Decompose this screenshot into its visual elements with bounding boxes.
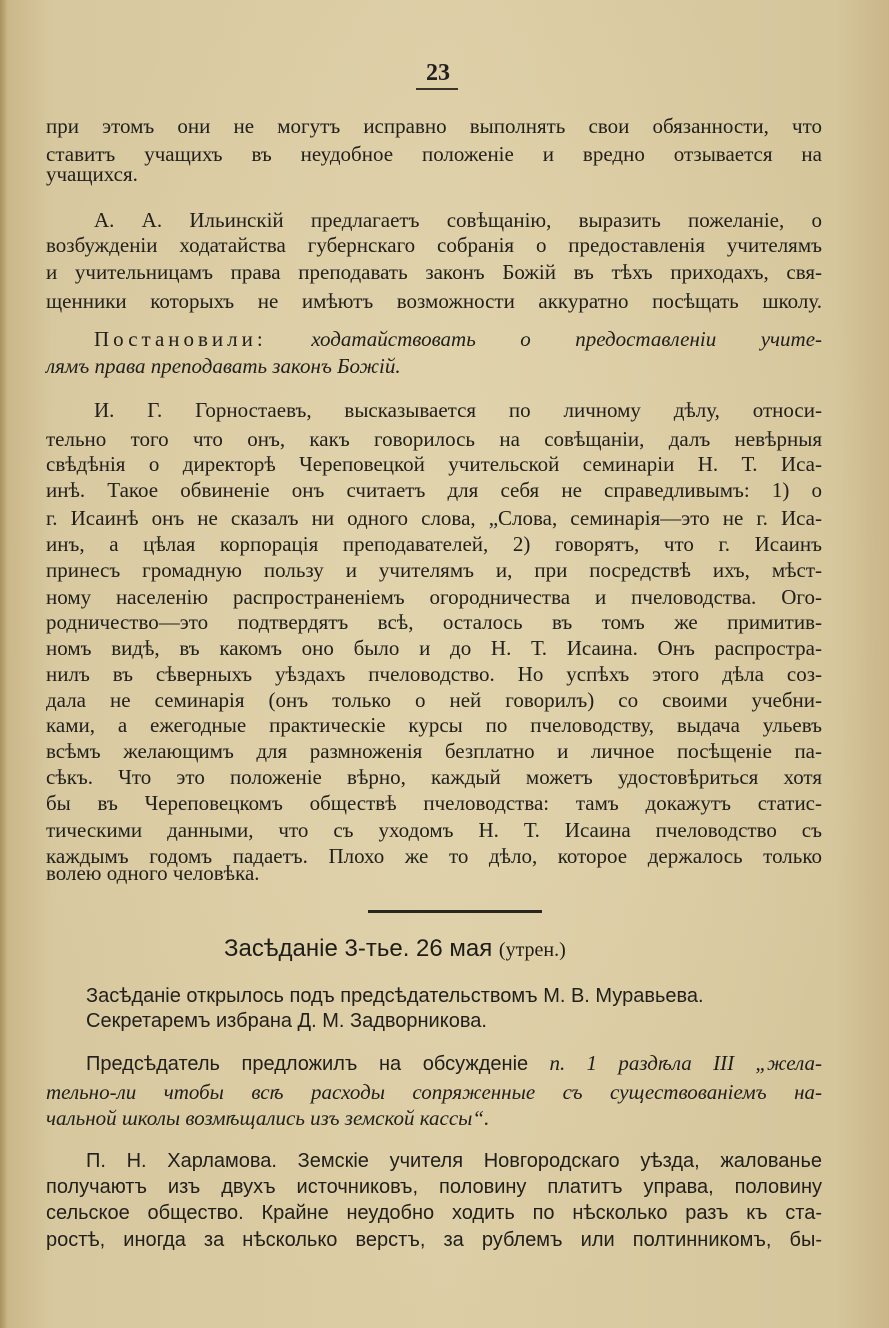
text-line: сѣкъ. Что это положеніе вѣрно, каждый можетъ удостовѣриться хотя	[46, 765, 822, 789]
text-line: тельно-ли чтобы всѣ расходы сопряженные съ существованіемъ на-	[46, 1080, 822, 1104]
text-line: каждымъ годомъ падаетъ. Плохо же то дѣло, которое держалось только	[46, 844, 822, 868]
text-line: учащихся.	[46, 162, 138, 186]
text-line: П. Н. Харламова. Земскіе учителя Новгородскаго уѣзда, жалованье	[86, 1150, 822, 1172]
text-line: чальной школы возмѣщались изъ земской кассы“.	[46, 1106, 490, 1130]
text-line: И. Г. Горностаевъ, высказывается по личному дѣлу, относи-	[94, 398, 822, 422]
session-heading-title: Засѣданіе 3-тье. 26 мая	[224, 935, 493, 962]
text-line: ками, а ежегодные практическіе курсы по пчеловодству, выдача ульевъ	[46, 713, 822, 737]
page-number-underline	[416, 88, 458, 90]
text-line: всѣмъ желающимъ для размноженія безплатно и личное посѣщеніе па-	[46, 739, 822, 763]
text-line: бы въ Череповецкомъ обществѣ пчеловодства: тамъ докажутъ статис-	[46, 791, 822, 815]
text-line: получаютъ изъ двухъ источниковъ, половину платитъ управа, половину	[46, 1176, 822, 1198]
text-line: инѣ. Такое обвиненіе онъ считаетъ для себя не справедливымъ: 1) о	[46, 478, 822, 502]
text-line: родничество—это подтвердятъ всѣ, осталось въ томъ же примитив-	[46, 610, 822, 634]
agenda-item: п. 1 раздѣла III „жела-	[549, 1051, 823, 1075]
text-line: при этомъ они не могутъ исправно выполнять свои обязанности, что	[46, 114, 822, 138]
text-line: тельно того что онъ, какъ говорилось на совѣщаніи, далъ невѣрныя	[46, 427, 822, 451]
text-line: дала не семинарія (онъ только о ней говорилъ) со своими учебни-	[46, 688, 822, 712]
resolution-line: лямъ права преподавать законъ Божій.	[46, 354, 401, 378]
text-line: инъ, а цѣлая корпорація преподавателей, 2) говорятъ, что г. Исаинъ	[46, 532, 822, 556]
text-line: ставитъ учащихъ въ неудобное положеніе и вредно отзывается на	[46, 142, 822, 166]
text-line: принесъ громадную пользу и учителямъ и, при посредствѣ ихъ, мѣст-	[46, 558, 822, 582]
page-edge-shadow	[0, 0, 8, 1328]
text-line: возбужденіи ходатайства губернскаго собранія о предоставленія учителямъ	[46, 233, 822, 257]
resolution-text: ходатайствовать о предоставленіи учите-	[311, 327, 823, 351]
text-line	[86, 1050, 822, 1077]
text-line: А. А. Ильинскій предлагаетъ совѣщанію, выразить пожеланіе, о	[94, 208, 822, 232]
text-line: Секретаремъ избрана Д. М. Задворникова.	[86, 1010, 487, 1032]
text-line: щенники которыхъ не имѣютъ возможности аккуратно посѣщать школу.	[46, 289, 822, 313]
text-line: тическими данными, что съ уходомъ Н. Т. Исаина пчеловодство съ	[46, 818, 822, 842]
text-line: сельское общество. Крайне неудобно ходить по нѣсколько разъ къ ста-	[46, 1202, 822, 1224]
text-line: и учительницамъ права преподавать законъ Божій въ тѣхъ приходахъ, свя-	[46, 260, 822, 284]
resolution-label: Постановили:	[94, 327, 267, 351]
text-line: Засѣданіе открылось подъ предсѣдательствомъ М. В. Муравьева.	[86, 985, 704, 1007]
chairman-proposal: Предсѣдатель предложилъ на обсужденіе	[86, 1053, 529, 1075]
text-line: номъ видѣ, въ какомъ оно было и до Н. Т. Исаина. Онъ распростра-	[46, 636, 822, 660]
resolution-line	[94, 326, 822, 352]
session-heading-time: (утрен.)	[498, 939, 566, 961]
text-line: ростѣ, иногда за нѣсколько верстъ, за рублемъ или полтинникомъ, бы-	[46, 1229, 822, 1251]
text-line: г. Исаинѣ онъ не сказалъ ни одного слова, „Слова, семинарія—это не г. Иса-	[46, 506, 822, 530]
text-line: волею одного человѣка.	[46, 861, 260, 885]
session-heading	[224, 933, 566, 966]
section-divider	[368, 910, 542, 913]
text-line: нилъ въ сѣверныхъ уѣздахъ пчеловодство. Но успѣхъ этого дѣла соз-	[46, 662, 822, 686]
text-line: свѣдѣнія о директорѣ Череповецкой учительской семинаріи Н. Т. Иса-	[46, 452, 822, 476]
page-number: 23	[426, 60, 450, 86]
text-line: ному населенію распространеніемъ огородничества и пчеловодства. Ого-	[46, 585, 822, 609]
